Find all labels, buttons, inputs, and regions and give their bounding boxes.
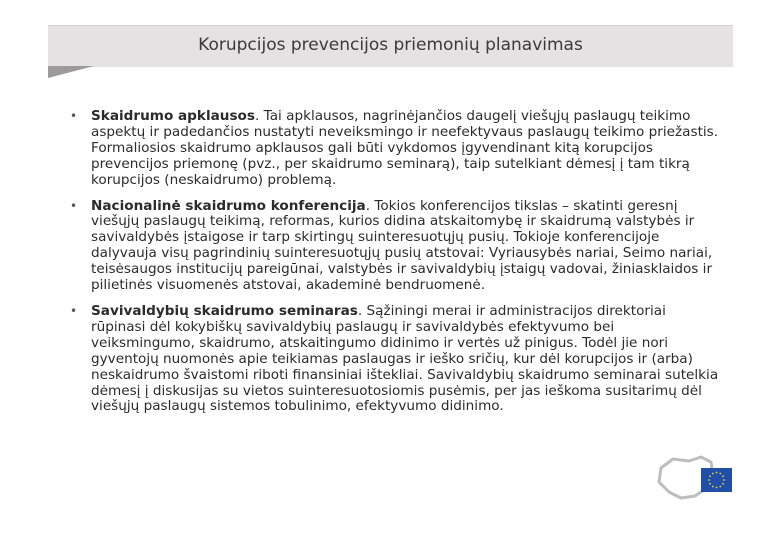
eu-star	[722, 475, 724, 477]
eu-lithuania-logo	[655, 452, 735, 504]
slide-title: Korupcijos prevencijos priemonių planavimas	[198, 35, 583, 55]
eu-star	[712, 473, 714, 475]
title-band-fold	[48, 66, 94, 78]
eu-star	[722, 483, 724, 485]
bullet-list	[70, 109, 720, 425]
bullet-lead: Skaidrumo apklausos	[91, 108, 255, 124]
bullet-item	[70, 304, 720, 415]
eu-star	[719, 473, 721, 475]
eu-star	[708, 479, 710, 481]
bullet-text: . Tai apklausos, nagrinėjančios daugelį viešųjų paslaugų teikimo aspektų ir padedančios nustatyti neveiksmingo ir neefektyvaus paslaugų teikimo priežastis. Formaliosios skaidrumo apklausos gali būti vykdomos įgyvendinant kitą korupcijos prevencijos priemonę (pvz., per skaidrumo seminarą), taip sutelkiant dėmesį į tam tikrą korupcijos (neskaidrumo) problemą.	[91, 108, 719, 188]
bullet-item	[70, 109, 720, 189]
bullet-text: . Sąžiningi merai ir administracijos direktoriai rūpinasi dėl kokybiškų savivaldybių paslaugų ir savivaldybės efektyvumo bei veiksmingumo, skaidrumo, atskaitingumo didinimo ir vertės už pinigus. Todėl jie nori gyventojų nuomonės apie teikiamas paslaugas ir ieško sričių, kur dėl korupcijos ir (arba) neskaidrumo švaistomi riboti finansiniai ištekliai. Savivaldybių skaidrumo seminarai sutelkia dėmesį į diskusijas su vietos suinteresuotosiomis pusėmis, per jas ieškoma susitarimų dėl viešųjų paslaugų sistemos tobulinimo, efektyvumo didinimo.	[91, 302, 719, 415]
bullet-item	[70, 199, 720, 294]
eu-star	[719, 486, 721, 488]
bullet-text: . Tokios konferencijos tikslas – skatinti geresnį viešųjų paslaugų teikimą, reformas, kurios didina atskaitomybę ir skaidrumą valstybės ir savivaldybės įstaigose ir tarp skirtingų suinteresuotųjų pusių. Tokioje konferencijoje dalyvauja visų pagrindinių suinteresuotųjų pusių atstovai: Vyriausybės nariai, Seimo nariai, teisėsaugos institucijų pareigūnai, valstybės ir savivaldybių įstaigų vadovai, žiniasklaidos ir pilietinės visuomenės atstovai, akademinė bendruomenė.	[91, 197, 713, 294]
eu-star	[709, 475, 711, 477]
eu-star	[723, 479, 725, 481]
eu-star	[709, 483, 711, 485]
bullet-lead: Nacionalinė skaidrumo konferencija	[91, 197, 366, 214]
bullet-marker: •	[70, 109, 78, 123]
eu-star	[716, 487, 718, 489]
eu-star	[716, 472, 718, 474]
bullet-lead: Savivaldybių skaidrumo seminaras	[91, 302, 358, 319]
bullet-marker: •	[70, 198, 78, 213]
bullet-marker: •	[70, 303, 78, 318]
eu-star	[712, 486, 714, 488]
